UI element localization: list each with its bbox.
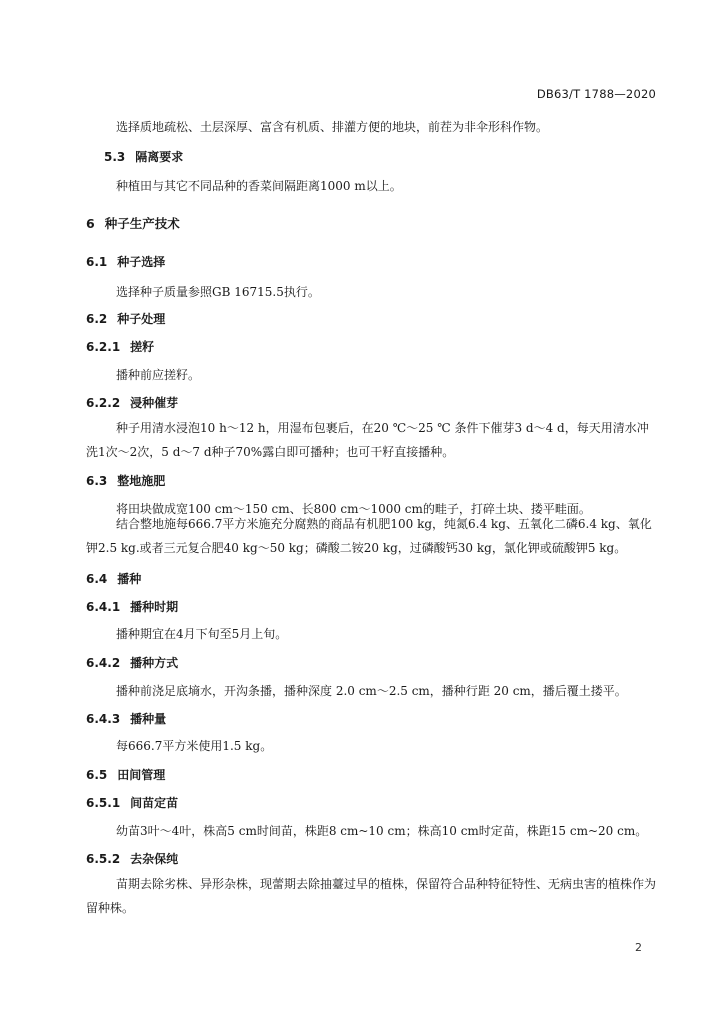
heading-title: 浸种催芽 xyxy=(130,396,179,410)
heading-number: 6.2.2 xyxy=(86,396,121,410)
paragraph-6-1: 选择种子质量参照GB 16715.5执行。 xyxy=(116,285,320,299)
paragraph-6-3-b: 结合整地施每666.7平方米施充分腐熟的商品有机肥100 kg，纯氮6.4 kg、五氧化二磷6.4 kg、氧化钾2.5 kg.或者三元复合肥40 kg～50 kg；磷酸二铵20 kg，过磷酸钙30 kg，氯化钾或硫酸钾5 kg。 xyxy=(86,517,652,555)
heading-number: 6.4 xyxy=(86,572,108,586)
document-code: DB63/T 1788—2020 xyxy=(536,87,656,101)
heading-6-5 xyxy=(86,766,165,783)
heading-number: 6.4.3 xyxy=(86,712,121,726)
heading-6-5-2 xyxy=(86,850,178,867)
heading-title: 播种 xyxy=(117,572,142,586)
heading-6-4-1 xyxy=(86,598,178,615)
heading-title: 播种时期 xyxy=(130,600,179,614)
heading-title: 种子处理 xyxy=(117,312,166,326)
heading-6 xyxy=(86,214,180,232)
heading-number: 5.3 xyxy=(104,150,126,164)
paragraph-6-5-1: 幼苗3叶～4叶，株高5 cm时间苗，株距8 cm~10 cm；株高10 cm时定苗，株距15 cm~20 cm。 xyxy=(116,824,648,838)
heading-title: 播种方式 xyxy=(130,656,179,670)
heading-6-2 xyxy=(86,310,165,327)
heading-6-4-2 xyxy=(86,654,178,671)
heading-number: 6.2.1 xyxy=(86,340,121,354)
heading-title: 播种量 xyxy=(130,712,167,726)
heading-title: 间苗定苗 xyxy=(130,796,179,810)
paragraph-6-4-3: 每666.7平方米使用1.5 kg。 xyxy=(116,739,273,753)
heading-title: 种子生产技术 xyxy=(104,216,180,231)
paragraph-6-5-2: 苗期去除劣株、异形杂株，现蕾期去除抽薹过早的植株，保留符合品种特征特性、无病虫害的植株作为留种株。 xyxy=(86,877,657,915)
heading-6-2-1 xyxy=(86,338,154,355)
heading-title: 隔离要求 xyxy=(135,150,184,164)
paragraph-6-2-1: 播种前应搓籽。 xyxy=(116,368,201,382)
heading-6-2-2 xyxy=(86,394,178,411)
heading-6-5-1 xyxy=(86,794,178,811)
heading-number: 6.3 xyxy=(86,474,108,488)
heading-6-3 xyxy=(86,472,165,489)
paragraph-6-3-a: 将田块做成宽100 cm～150 cm、长800 cm～1000 cm的畦子，打碎土块、搂平畦面。 xyxy=(116,502,591,516)
heading-number: 6.4.2 xyxy=(86,656,121,670)
heading-6-4-3 xyxy=(86,710,166,727)
heading-title: 田间管理 xyxy=(117,768,166,782)
paragraph-isolation: 种植田与其它不同品种的香菜间隔距离1000 m以上。 xyxy=(116,179,402,193)
heading-number: 6.5.2 xyxy=(86,852,121,866)
heading-title: 整地施肥 xyxy=(117,474,166,488)
paragraph-6-2-2: 种子用清水浸泡10 h～12 h，用湿布包裹后，在20 ℃～25 ℃ 条件下催芽3 d～4 d，每天用清水冲洗1次～2次，5 d～7 d种子70%露白即可播种；也可干籽直接播种。 xyxy=(86,421,649,459)
heading-title: 种子选择 xyxy=(117,255,166,269)
heading-number: 6.5.1 xyxy=(86,796,121,810)
heading-number: 6.2 xyxy=(86,312,108,326)
heading-number: 6.4.1 xyxy=(86,600,121,614)
heading-title: 去杂保纯 xyxy=(130,852,179,866)
paragraph-6-4-2: 播种前浇足底墒水，开沟条播，播种深度 2.0 cm～2.5 cm，播种行距 20 cm，播后覆土搂平。 xyxy=(116,684,627,698)
heading-6-1 xyxy=(86,253,165,270)
heading-6-4 xyxy=(86,570,141,587)
heading-number: 6.1 xyxy=(86,255,108,269)
heading-number: 6.5 xyxy=(86,768,108,782)
heading-5-3 xyxy=(104,148,183,165)
page-number: 2 xyxy=(635,941,642,954)
paragraph-site-selection: 选择质地疏松、土层深厚、富含有机质、排灌方便的地块，前茬为非伞形科作物。 xyxy=(116,120,549,134)
paragraph-6-4-1: 播种期宜在4月下旬至5月上旬。 xyxy=(116,627,288,641)
heading-title: 搓籽 xyxy=(130,340,155,354)
heading-number: 6 xyxy=(86,216,95,231)
